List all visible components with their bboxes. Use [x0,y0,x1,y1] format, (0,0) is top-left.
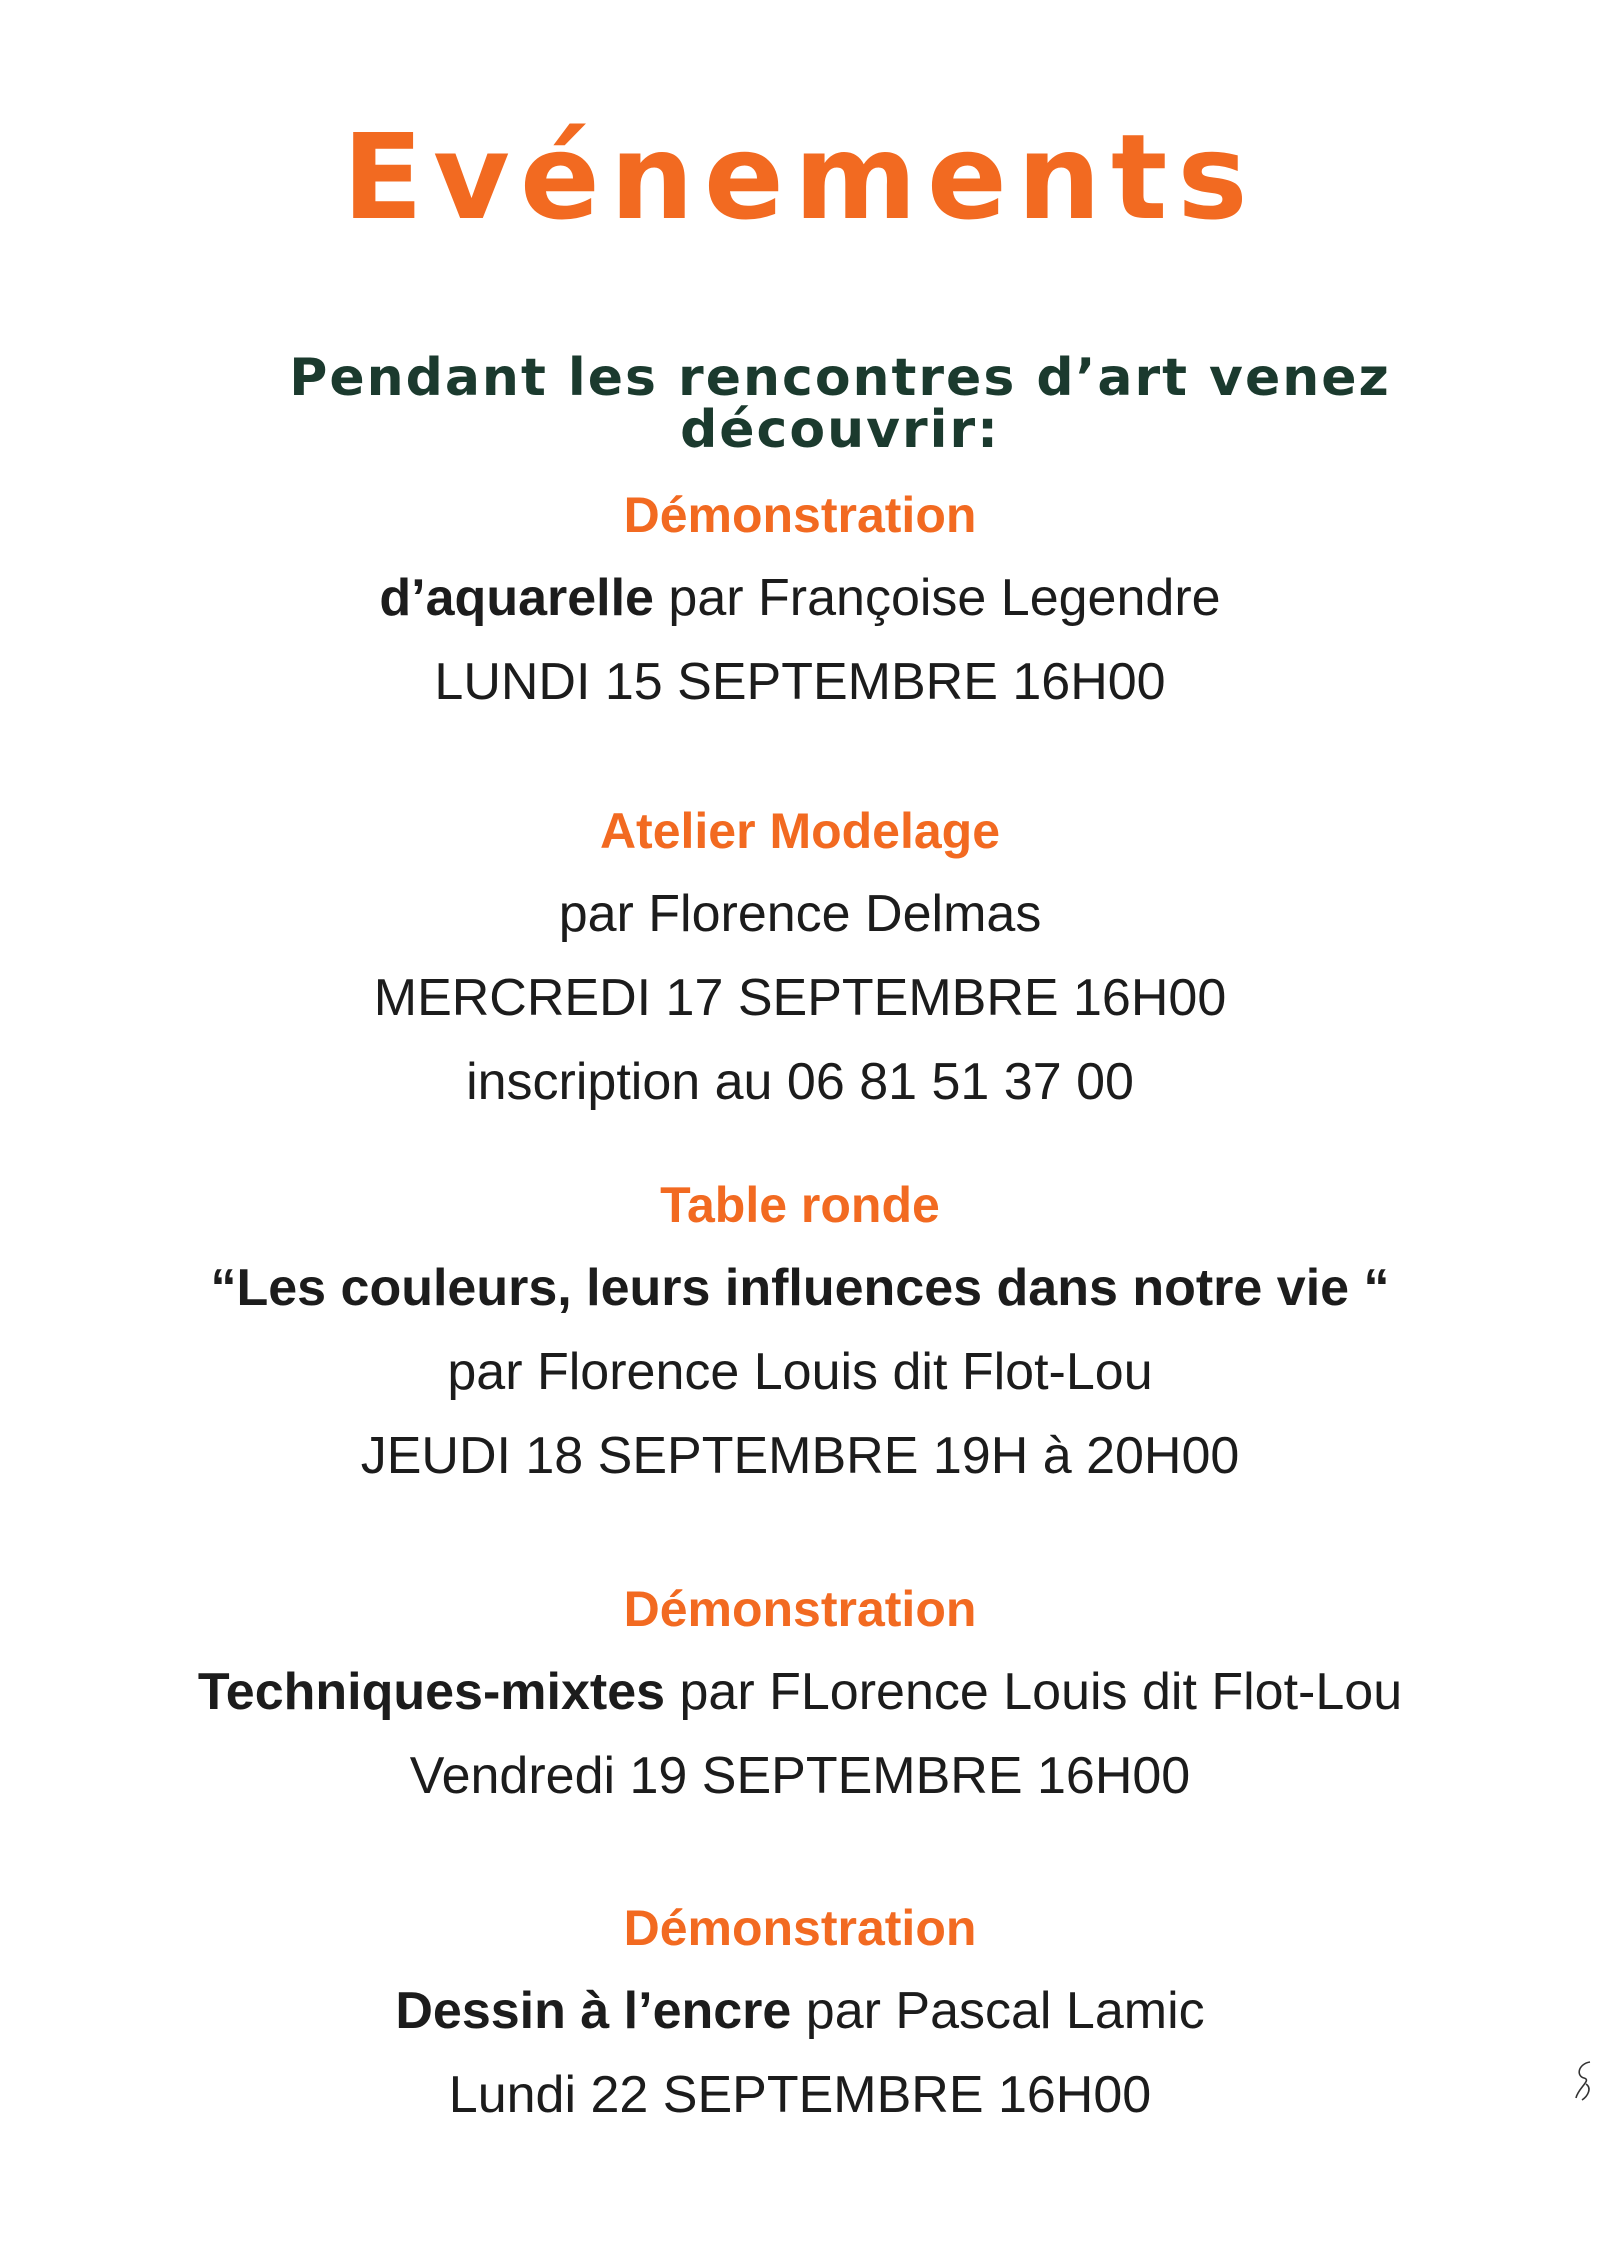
event-presenter: par Florence Louis dit Flot-Lou [447,1343,1153,1401]
event-table-ronde [0,1177,1600,1514]
event-date: JEUDI 18 SEPTEMBRE 19H à 20H00 [360,1427,1240,1485]
event-heading: Atelier Modelage [599,803,1001,859]
event-heading: Table ronde [660,1177,940,1233]
event-subject [0,1663,1600,1750]
event-techniques-mixtes [0,1581,1600,1834]
intro-text: Pendant les rencontres d’art venez découvrir: [289,348,1391,460]
event-presenter: par Pascal Lamic [791,1982,1205,2040]
event-heading: Démonstration [623,487,977,543]
event-date: LUNDI 15 SEPTEMBRE 16H00 [434,653,1166,711]
event-subject [0,1982,1600,2069]
event-date: Vendredi 19 SEPTEMBRE 16H00 [409,1747,1191,1805]
event-dessin-encre [0,1900,1600,2153]
event-topic: “Les couleurs, leurs influences dans notre vie “ [210,1259,1390,1317]
event-presenter: par Florence Delmas [558,885,1042,943]
event-heading: Démonstration [623,1581,977,1637]
event-modelage [0,803,1600,1140]
event-aquarelle [0,487,1600,740]
printer-signature-mark [1570,2058,1598,2104]
event-heading: Démonstration [623,1900,977,1956]
event-subject-bold: Dessin à l’encre [395,1982,792,2040]
event-presenter: par Françoise Legendre [653,569,1221,627]
page-title: Evénements [342,108,1258,246]
event-subject-bold: d’aquarelle [379,569,654,627]
event-subject [0,569,1600,656]
event-date: MERCREDI 17 SEPTEMBRE 16H00 [373,969,1227,1027]
event-date: Lundi 22 SEPTEMBRE 16H00 [448,2066,1152,2124]
event-subject-bold: Techniques-mixtes [197,1663,666,1721]
event-presenter: par FLorence Louis dit Flot-Lou [665,1663,1403,1721]
event-registration: inscription au 06 81 51 37 00 [466,1053,1134,1111]
